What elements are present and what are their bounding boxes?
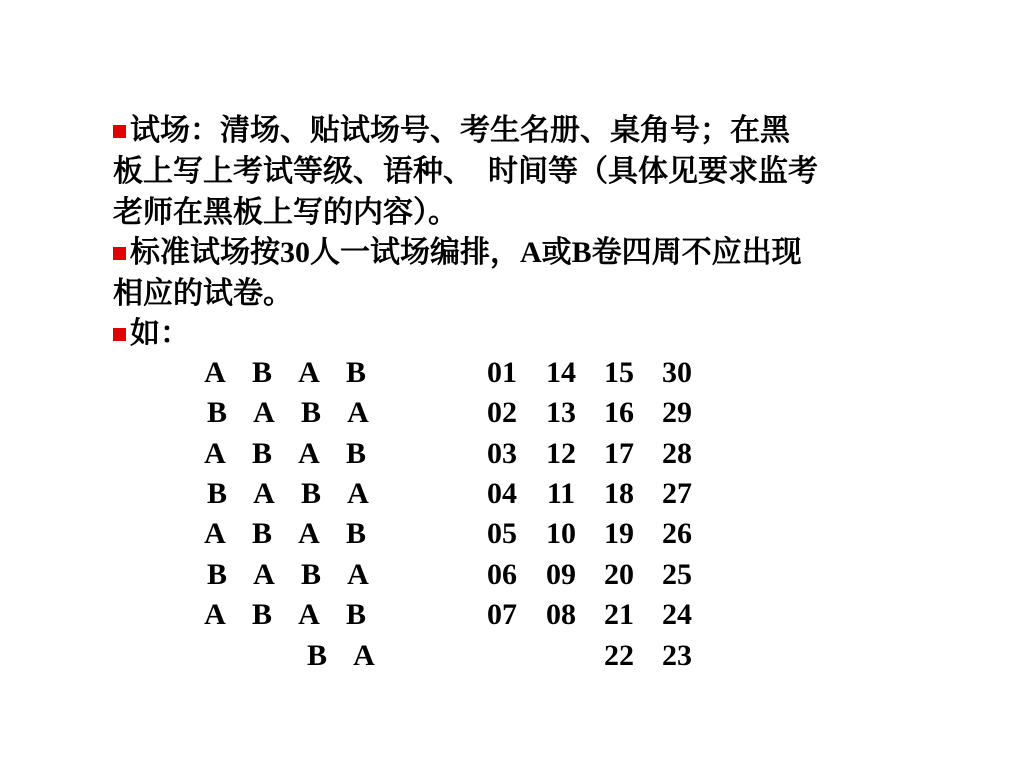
line xyxy=(113,110,913,151)
line xyxy=(113,151,913,192)
seat-number: 16 xyxy=(604,396,634,429)
seating-row xyxy=(0,434,1023,474)
text-line: 标准试场按30人一试场编排，A或B卷四周不应出现 xyxy=(130,236,802,269)
seat-number: 08 xyxy=(546,598,576,631)
seat-number: 10 xyxy=(546,517,576,550)
seating-row xyxy=(0,474,1023,514)
seat-number: 15 xyxy=(604,356,634,389)
paper-letter: A xyxy=(253,396,275,429)
text-line: 试场：清场、贴试场号、考生名册、桌角号；在黑 xyxy=(130,114,790,147)
paper-letter: A xyxy=(347,558,369,591)
paper-letter: B xyxy=(251,598,272,631)
paper-letter: B xyxy=(345,437,366,470)
seat-number: 26 xyxy=(662,517,692,550)
seat-number: 14 xyxy=(546,356,576,389)
seat-number: 04 xyxy=(487,477,517,510)
paper-letter: A xyxy=(347,396,369,429)
paper-letter: B xyxy=(206,396,227,429)
seat-number: 01 xyxy=(487,356,517,389)
seat-number: 11 xyxy=(546,477,576,510)
line xyxy=(113,232,913,273)
paper-letter: B xyxy=(206,477,227,510)
seating-arrangement xyxy=(0,353,1023,683)
line xyxy=(113,192,913,233)
seating-row xyxy=(0,555,1023,595)
paper-letter: B xyxy=(300,558,321,591)
paper-letter: B xyxy=(251,437,272,470)
paper-letter: A xyxy=(353,639,375,672)
paper-letter: A xyxy=(298,517,320,550)
text-line: 老师在黑板上写的内容）。 xyxy=(113,196,458,229)
paper-letter: A xyxy=(347,477,369,510)
paper-letter: B xyxy=(300,477,321,510)
seat-number: 22 xyxy=(604,639,634,672)
line xyxy=(113,313,913,354)
paper-letter: B xyxy=(251,356,272,389)
seating-row xyxy=(0,393,1023,433)
seat-number: 30 xyxy=(662,356,692,389)
seat-number: 23 xyxy=(662,639,692,672)
paper-letter: A xyxy=(204,356,226,389)
seating-row-last xyxy=(0,636,1023,676)
seating-row xyxy=(0,353,1023,393)
paper-letter: A xyxy=(204,437,226,470)
bullet-square-icon xyxy=(113,247,126,260)
seat-number: 28 xyxy=(662,437,692,470)
seat-number: 18 xyxy=(604,477,634,510)
seat-number: 06 xyxy=(487,558,517,591)
seat-number: 24 xyxy=(662,598,692,631)
seat-number: 21 xyxy=(604,598,634,631)
paper-letter: A xyxy=(298,356,320,389)
paper-letter: A xyxy=(298,437,320,470)
paper-letter: B xyxy=(300,396,321,429)
paragraph-exam-room-setup xyxy=(113,110,913,233)
seat-number: 25 xyxy=(662,558,692,591)
seat-number: 13 xyxy=(546,396,576,429)
seat-number: 02 xyxy=(487,396,517,429)
seat-number: 09 xyxy=(546,558,576,591)
bullet-square-icon xyxy=(113,125,126,138)
paragraph-standard-arrangement xyxy=(113,232,913,314)
paper-letter: A xyxy=(204,517,226,550)
line xyxy=(113,273,913,314)
text-line: 板上写上考试等级、语种、 时间等（具体见要求监考 xyxy=(113,155,818,188)
paragraph-example xyxy=(113,313,913,354)
seat-number: 17 xyxy=(604,437,634,470)
paper-letter: A xyxy=(298,598,320,631)
paper-letter: B xyxy=(345,517,366,550)
seat-number: 05 xyxy=(487,517,517,550)
paper-letter: A xyxy=(204,598,226,631)
seat-number: 19 xyxy=(604,517,634,550)
paper-letter: B xyxy=(345,356,366,389)
seating-row xyxy=(0,595,1023,635)
paper-letter: B xyxy=(345,598,366,631)
seat-number: 20 xyxy=(604,558,634,591)
seating-row xyxy=(0,514,1023,554)
text-line: 相应的试卷。 xyxy=(113,277,293,310)
paper-letter: B xyxy=(251,517,272,550)
paper-letter: B xyxy=(306,639,327,672)
text-line: 如： xyxy=(130,317,190,350)
seat-number: 03 xyxy=(487,437,517,470)
seat-number: 29 xyxy=(662,396,692,429)
bullet-square-icon xyxy=(113,328,126,341)
seat-number: 27 xyxy=(662,477,692,510)
paper-letter: B xyxy=(206,558,227,591)
seat-number: 07 xyxy=(487,598,517,631)
paper-letter: A xyxy=(253,477,275,510)
seat-number: 12 xyxy=(546,437,576,470)
paper-letter: A xyxy=(253,558,275,591)
